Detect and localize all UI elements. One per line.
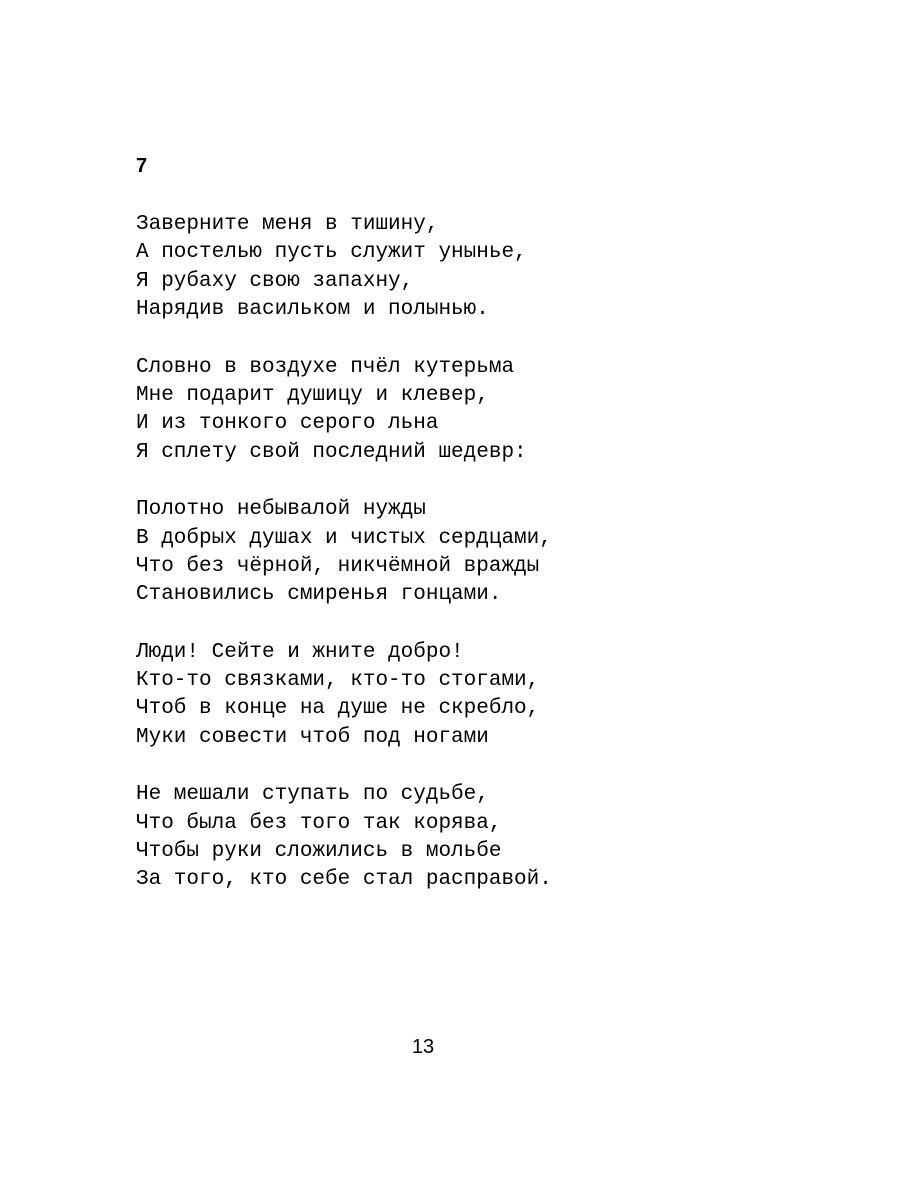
- poem-line: Что без чёрной, никчёмной вражды: [136, 554, 540, 578]
- poem-line: Что была без того так корява,: [136, 811, 502, 835]
- stanza-2: [136, 354, 836, 468]
- poem-line: За того, кто себе стал расправой.: [136, 868, 552, 892]
- stanza-4: [136, 639, 836, 753]
- poem-line: Муки совести чтоб под ногами: [136, 725, 489, 749]
- poem-line: Становились смиренья гонцами.: [136, 583, 502, 607]
- poem-line: Кто-то связками, кто-то стогами,: [136, 669, 540, 693]
- poem-line: И из тонкого серого льна: [136, 412, 439, 436]
- poem-line: Полотно небывалой нужды: [136, 498, 426, 522]
- poem-line: Не мешали ступать по судьбе,: [136, 783, 489, 807]
- poem-line: Заверните меня в тишину,: [136, 213, 439, 236]
- stanza-3: [136, 496, 836, 610]
- poem-line: Словно в воздухе пчёл кутерьма: [136, 355, 515, 379]
- poem-number: 7: [136, 155, 148, 177]
- poem-body: [136, 211, 836, 924]
- poem-line: Нарядив васильком и полынью.: [136, 298, 489, 322]
- stanza-1: [136, 211, 836, 325]
- poem-line: В добрых душах и чистых сердцами,: [136, 526, 552, 550]
- stanza-5: [136, 781, 836, 895]
- poem-line: Я сплету свой последний шедевр:: [136, 440, 527, 464]
- poem-line: Чтоб в конце на душе не скребло,: [136, 697, 540, 721]
- poem-line: Я рубаху свою запахну,: [136, 269, 414, 293]
- poem-line: Люди! Сейте и жните добро!: [136, 640, 464, 664]
- poem-line: Чтобы руки сложились в мольбе: [136, 840, 502, 864]
- poem-line: А постелью пусть служит уныньe,: [136, 241, 527, 265]
- poem-line: Мне подарит душицу и клевер,: [136, 383, 489, 407]
- page-number: 13: [411, 1036, 435, 1058]
